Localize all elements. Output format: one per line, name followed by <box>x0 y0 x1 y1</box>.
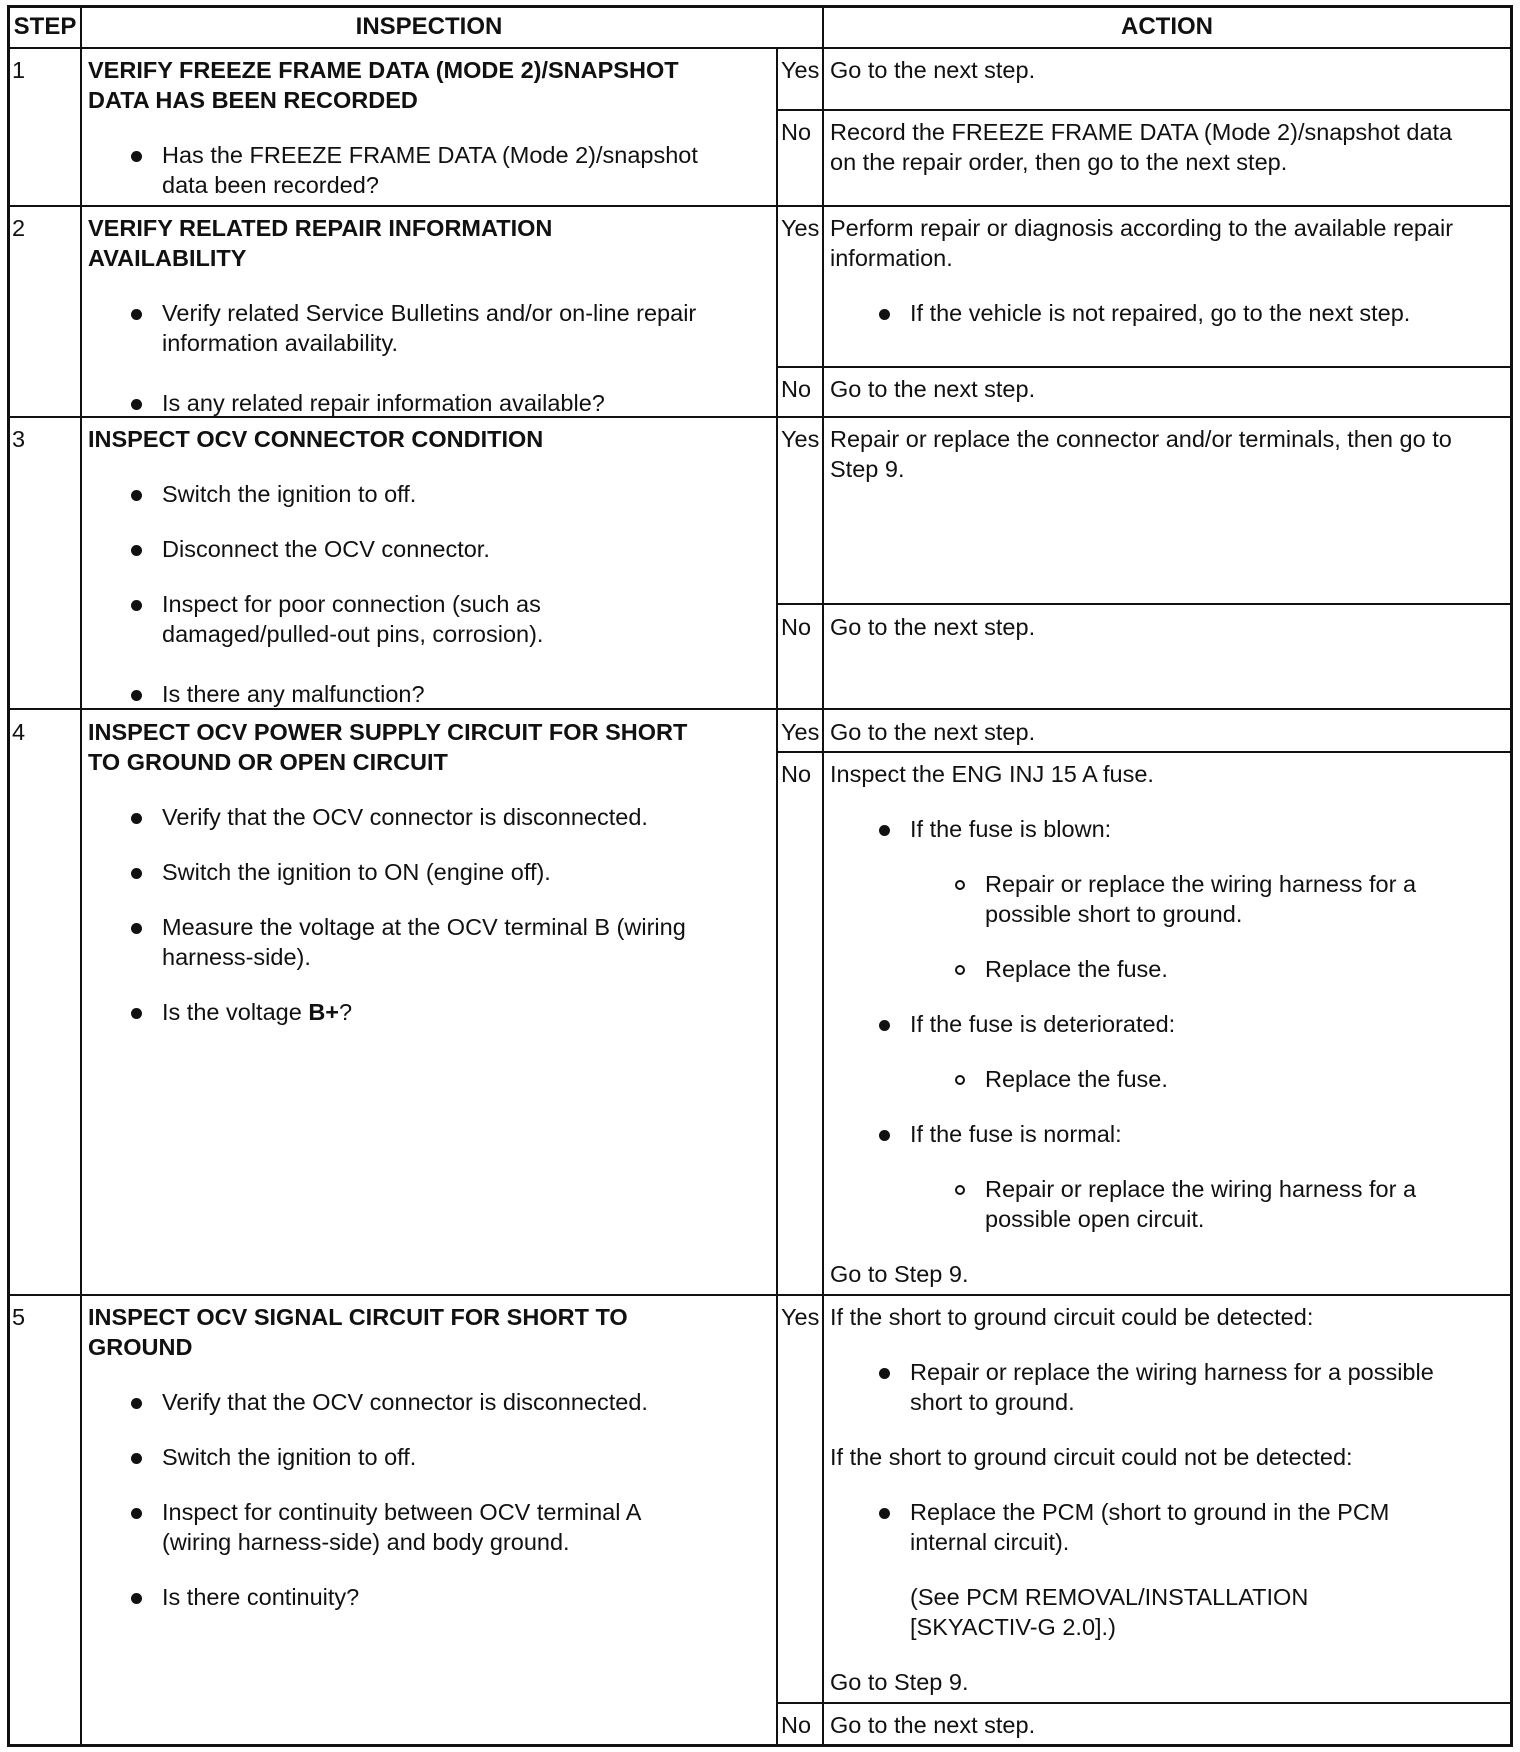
inspection-bullet: harness-side). <box>162 944 311 970</box>
yes-action: information. <box>830 245 953 271</box>
yes-action: If the short to ground circuit could not be detected: <box>830 1444 1353 1470</box>
action-sub-bullet: Replace the fuse. <box>985 956 1168 982</box>
no-action: Go to the next step. <box>830 614 1036 640</box>
inspection-bullet: Has the FREEZE FRAME DATA (Mode 2)/snapshot <box>162 142 698 168</box>
bullet-icon <box>131 309 142 320</box>
bullet-icon <box>131 151 142 162</box>
inspection-bullet: Is there continuity? <box>162 1584 360 1610</box>
sub-bullet-icon <box>955 1075 965 1085</box>
yes-no-divider <box>776 1702 1513 1704</box>
inspection-bullet: data been recorded? <box>162 172 379 198</box>
header-step: STEP <box>13 13 77 40</box>
no-action: Go to Step 9. <box>830 1261 969 1287</box>
action-bullet: If the fuse is normal: <box>910 1121 1122 1147</box>
yes-action: Repair or replace the connector and/or terminals, then go to <box>830 426 1452 452</box>
bullet-icon <box>131 490 142 501</box>
no-action: Go to the next step. <box>830 376 1036 402</box>
inspection-bullet: Verify that the OCV connector is disconnected. <box>162 1389 648 1415</box>
bullet-icon <box>879 1508 890 1519</box>
action-bullet: If the fuse is deteriorated: <box>910 1011 1176 1037</box>
yes-no-divider <box>776 109 1513 111</box>
yes-label: Yes <box>781 719 820 745</box>
action-sub-bullet: Repair or replace the wiring harness for a <box>985 871 1417 897</box>
inspection-bullet: Measure the voltage at the OCV terminal B (wiring <box>162 914 686 940</box>
yes-no-divider <box>776 603 1513 605</box>
bullet-icon <box>131 399 142 410</box>
yes-action: Go to Step 9. <box>830 1669 969 1695</box>
bullet-bold-value: B+ <box>308 999 340 1025</box>
divider-inspection-yesno <box>776 47 778 1747</box>
action-sub-bullet: possible open circuit. <box>985 1206 1205 1232</box>
bullet-icon <box>131 1453 142 1464</box>
no-label: No <box>781 1712 812 1738</box>
inspection-bullet: Inspect for poor connection (such as <box>162 591 541 617</box>
yes-action: If the short to ground circuit could be detected: <box>830 1304 1314 1330</box>
yes-label: Yes <box>781 57 820 83</box>
no-action: Inspect the ENG INJ 15 A fuse. <box>830 761 1154 787</box>
bullet-text: Is the voltage <box>162 999 309 1025</box>
bullet-icon <box>131 690 142 701</box>
bullet-icon <box>879 1368 890 1379</box>
yes-no-divider <box>776 751 1513 753</box>
step-title: GROUND <box>88 1334 193 1360</box>
no-label: No <box>781 119 812 145</box>
no-action: on the repair order, then go to the next step. <box>830 149 1288 175</box>
action-bullet: short to ground. <box>910 1389 1075 1415</box>
yes-action: Perform repair or diagnosis according to the available repair <box>830 215 1454 241</box>
inspection-bullet <box>162 997 352 1027</box>
no-label: No <box>781 614 812 640</box>
divider-yesno-action <box>822 5 824 1747</box>
action-sub-bullet: possible short to ground. <box>985 901 1243 927</box>
action-bullet: internal circuit). <box>910 1529 1070 1555</box>
step-number: 4 <box>12 719 26 745</box>
step-title: TO GROUND OR OPEN CIRCUIT <box>88 749 448 775</box>
inspection-bullet: (wiring harness-side) and body ground. <box>162 1529 570 1555</box>
sub-bullet-icon <box>955 965 965 975</box>
divider-step-inspection <box>80 5 82 1747</box>
diagnostic-table <box>7 5 1513 1747</box>
inspection-bullet: Verify related Service Bulletins and/or on-line repair <box>162 300 697 326</box>
step-title: VERIFY RELATED REPAIR INFORMATION <box>88 215 553 241</box>
table-border-right <box>1510 5 1513 1747</box>
step-title: AVAILABILITY <box>88 245 247 271</box>
bullet-icon <box>131 1398 142 1409</box>
bullet-icon <box>879 309 890 320</box>
no-action: Record the FREEZE FRAME DATA (Mode 2)/snapshot data <box>830 119 1453 145</box>
header-divider <box>7 47 1513 49</box>
action-bullet: Replace the PCM (short to ground in the PCM <box>910 1499 1390 1525</box>
bullet-icon <box>131 868 142 879</box>
no-label: No <box>781 761 812 787</box>
inspection-bullet: Verify that the OCV connector is disconnected. <box>162 804 648 830</box>
table-border-bottom <box>7 1744 1513 1747</box>
inspection-bullet: Is any related repair information available? <box>162 390 605 416</box>
inspection-bullet: Disconnect the OCV connector. <box>162 536 490 562</box>
action-sub-bullet: Repair or replace the wiring harness for a <box>985 1176 1417 1202</box>
bullet-icon <box>879 1130 890 1141</box>
header-inspection: INSPECTION <box>355 13 503 40</box>
bullet-icon <box>131 1593 142 1604</box>
step-title: DATA HAS BEEN RECORDED <box>88 87 418 113</box>
action-bullet: If the fuse is blown: <box>910 816 1112 842</box>
step-title: INSPECT OCV POWER SUPPLY CIRCUIT FOR SHORT <box>88 719 688 745</box>
inspection-bullet: Inspect for continuity between OCV terminal A <box>162 1499 642 1525</box>
step-title: VERIFY FREEZE FRAME DATA (MODE 2)/SNAPSHOT <box>88 57 679 83</box>
sub-bullet-icon <box>955 880 965 890</box>
bullet-icon <box>131 600 142 611</box>
no-label: No <box>781 376 812 402</box>
yes-label: Yes <box>781 1304 820 1330</box>
bullet-text: ? <box>339 999 353 1025</box>
bullet-icon <box>131 923 142 934</box>
bullet-icon <box>131 813 142 824</box>
step-title: INSPECT OCV SIGNAL CIRCUIT FOR SHORT TO <box>88 1304 628 1330</box>
action-bullet: Repair or replace the wiring harness for a possible <box>910 1359 1434 1385</box>
yes-action: Go to the next step. <box>830 719 1036 745</box>
sub-bullet-icon <box>955 1185 965 1195</box>
step-number: 2 <box>12 215 26 241</box>
bullet-icon <box>131 545 142 556</box>
inspection-bullet: information availability. <box>162 330 398 356</box>
inspection-bullet: Is there any malfunction? <box>162 681 425 707</box>
bullet-icon <box>131 1508 142 1519</box>
action-sub-bullet: Replace the fuse. <box>985 1066 1168 1092</box>
yes-action: Step 9. <box>830 456 905 482</box>
header-action: ACTION <box>1121 13 1213 40</box>
step-title: INSPECT OCV CONNECTOR CONDITION <box>88 426 544 452</box>
row-divider <box>7 1294 1513 1296</box>
step-number: 3 <box>12 426 26 452</box>
table-border-top <box>7 5 1513 8</box>
yes-no-divider <box>776 366 1513 368</box>
no-action: Go to the next step. <box>830 1712 1036 1738</box>
step-number: 1 <box>12 57 26 83</box>
yes-action: Go to the next step. <box>830 57 1036 83</box>
yes-label: Yes <box>781 426 820 452</box>
bullet-icon <box>879 1020 890 1031</box>
action-bullet: If the vehicle is not repaired, go to the next step. <box>910 300 1411 326</box>
row-divider <box>7 205 1513 207</box>
reference-link[interactable]: [SKYACTIV-G 2.0].) <box>910 1614 1116 1640</box>
yes-label: Yes <box>781 215 820 241</box>
table-border-left <box>7 5 10 1747</box>
inspection-bullet: Switch the ignition to ON (engine off). <box>162 859 551 885</box>
step-number: 5 <box>12 1304 26 1330</box>
inspection-bullet: Switch the ignition to off. <box>162 481 417 507</box>
reference-link[interactable]: (See PCM REMOVAL/INSTALLATION <box>910 1584 1309 1610</box>
inspection-bullet: damaged/pulled-out pins, corrosion). <box>162 621 544 647</box>
inspection-bullet: Switch the ignition to off. <box>162 1444 417 1470</box>
bullet-icon <box>879 825 890 836</box>
bullet-icon <box>131 1008 142 1019</box>
